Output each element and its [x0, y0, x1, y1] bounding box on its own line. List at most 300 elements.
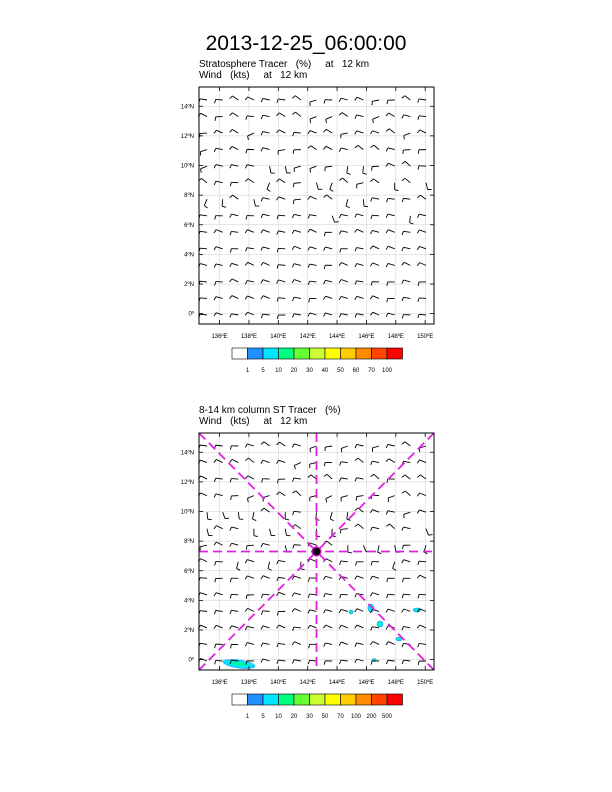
wind-barb-flag: [330, 189, 333, 191]
wind-barb: [263, 460, 270, 462]
wind-barb-flag: [387, 282, 388, 286]
wind-barb-flag: [402, 231, 403, 235]
wind-barb: [279, 492, 285, 496]
wind-barb: [216, 264, 223, 265]
wind-barb: [278, 150, 285, 151]
wind-barb-flag: [230, 626, 232, 629]
wind-barb-flag: [308, 281, 309, 285]
wind-barb-flag: [214, 459, 216, 462]
wind-barb-flag: [261, 442, 264, 445]
wind-barb-flag: [370, 131, 372, 134]
wind-barb: [357, 131, 364, 133]
wind-barb: [216, 478, 223, 479]
wind-barb-flag: [326, 119, 327, 123]
wind-barb: [231, 479, 238, 480]
wind-barb: [363, 545, 366, 551]
wind-barb-flag: [355, 643, 357, 647]
wind-barb: [357, 97, 363, 100]
wind-barb: [278, 215, 285, 216]
wind-barb: [247, 576, 254, 578]
wind-barb-flag: [355, 248, 357, 252]
wind-barb: [404, 262, 410, 265]
wind-barb-flag: [261, 98, 263, 102]
wind-barb: [294, 314, 301, 315]
wind-barb-flag: [237, 569, 241, 571]
wind-barb-flag: [324, 661, 325, 665]
wind-barb-flag: [246, 546, 247, 550]
wind-barb-flag: [355, 609, 357, 612]
wind-barb: [341, 214, 348, 215]
wind-barb-flag: [214, 148, 216, 152]
wind-barb-flag: [386, 129, 389, 132]
wind-barb-flag: [230, 96, 233, 99]
wind-barb: [232, 626, 239, 628]
wind-barb: [405, 442, 411, 446]
wind-barb-flag: [310, 119, 311, 123]
wind-barb: [279, 460, 286, 462]
wind-barb: [357, 314, 364, 315]
wind-barb: [294, 246, 300, 249]
wind-barb: [310, 117, 317, 120]
wind-barb: [200, 281, 207, 282]
wind-barb: [388, 444, 395, 446]
panel1-plot: [198, 87, 434, 359]
wind-barb: [216, 611, 223, 612]
colorbar-label: 40: [321, 368, 329, 374]
wind-barb: [330, 183, 332, 190]
wind-barb: [279, 280, 286, 282]
wind-barb: [357, 296, 364, 298]
wind-barb: [294, 660, 301, 661]
wind-barb-flag: [418, 99, 419, 103]
wind-barb-flag: [293, 150, 294, 154]
wind-barb: [200, 215, 207, 216]
wind-barb: [310, 131, 317, 133]
wind-barb-flag: [230, 249, 231, 253]
wind-barb-flag: [347, 519, 351, 520]
panel1-frame: [199, 87, 434, 324]
wind-barb: [233, 195, 239, 199]
wind-barb: [358, 145, 364, 149]
y-tick-label: 10ºN: [180, 163, 194, 170]
wind-barb-flag: [386, 263, 388, 267]
wind-barb-flag: [230, 543, 232, 547]
wind-barb: [405, 491, 410, 496]
wind-barb-flag: [214, 181, 216, 185]
wind-barb-flag: [214, 247, 216, 250]
wind-barb-flag: [324, 594, 326, 598]
wind-barb-flag: [355, 264, 357, 268]
wind-barb-flag: [339, 609, 341, 613]
wind-barb-flag: [386, 113, 389, 116]
wind-barb: [404, 512, 411, 514]
wind-barb: [279, 197, 286, 199]
wind-barb-flag: [339, 214, 341, 218]
wind-barb-flag: [308, 475, 311, 478]
wind-barb: [200, 445, 207, 446]
colorbar-label: 10: [275, 714, 282, 720]
colorbar-label: 70: [368, 368, 375, 374]
wind-barb-flag: [402, 626, 404, 630]
wind-barb: [372, 576, 379, 578]
x-tick-label: 148ºE: [387, 334, 404, 340]
wind-barb: [326, 117, 332, 120]
wind-barb: [357, 496, 364, 497]
wind-barb: [279, 625, 285, 628]
wind-barb-flag: [261, 643, 263, 647]
wind-barb-flag: [418, 298, 419, 302]
wind-barb: [232, 459, 238, 462]
wind-barb: [200, 99, 207, 100]
tracer-contour-inner: [378, 622, 382, 626]
x-tick-label: 142ºE: [299, 680, 316, 686]
wind-barb-flag: [386, 642, 388, 645]
colorbar-box: [325, 348, 341, 359]
wind-barb: [389, 129, 395, 133]
wind-barb: [341, 642, 348, 644]
wind-barb-flag: [267, 189, 270, 191]
colorbar-label: 30: [306, 368, 313, 374]
x-tick-label: 142ºE: [299, 334, 316, 340]
wind-barb-flag: [402, 178, 405, 181]
wind-barb-flag: [215, 660, 216, 664]
wind-barb: [357, 625, 363, 628]
wind-barb-flag: [355, 444, 357, 448]
wind-barb-flag: [417, 130, 420, 133]
wind-barb-flag: [230, 314, 231, 318]
wind-barb: [200, 314, 207, 315]
y-tick-label: 0º: [188, 657, 194, 664]
wind-barb: [326, 625, 332, 628]
colorbar-label: 100: [381, 368, 393, 374]
wind-barb-flag: [261, 247, 263, 251]
wind-barb-flag: [245, 608, 247, 611]
y-tick-label: 2ºN: [184, 282, 194, 289]
wind-barb: [332, 216, 335, 223]
wind-barb-flag: [309, 644, 310, 648]
wind-barb-flag: [323, 625, 325, 628]
wind-barb: [279, 442, 285, 446]
wind-barb-flag: [395, 190, 399, 191]
wind-barb-flag: [261, 148, 263, 152]
wind-barb-flag: [245, 476, 248, 479]
colorbar-label: 30: [306, 714, 313, 720]
wind-barb-flag: [292, 214, 294, 218]
colorbar-label: 20: [290, 368, 298, 374]
wind-barb-flag: [292, 642, 294, 645]
wind-barb-flag: [214, 593, 216, 596]
wind-barb: [216, 181, 223, 182]
wind-barb: [232, 263, 239, 265]
wind-barb: [296, 491, 301, 496]
wind-barb-flag: [418, 314, 419, 318]
wind-barb: [426, 529, 429, 536]
wind-barb: [279, 592, 286, 595]
wind-barb: [216, 99, 223, 100]
wind-barb: [232, 296, 238, 299]
wind-barb-flag: [324, 280, 326, 284]
wind-barb: [294, 297, 301, 298]
wind-barb-flag: [339, 231, 341, 235]
wind-barb-flag: [386, 524, 389, 526]
wind-barb: [294, 214, 301, 215]
wind-barb: [294, 576, 301, 578]
wind-barb: [216, 297, 223, 299]
wind-barb: [204, 199, 207, 205]
wind-barb-flag: [324, 247, 326, 251]
wind-barb: [295, 112, 300, 116]
colorbar-box: [232, 348, 248, 359]
wind-barb-flag: [339, 314, 341, 318]
wind-barb-flag: [340, 594, 341, 598]
wind-barb: [247, 496, 253, 499]
wind-barb: [325, 594, 332, 595]
wind-barb-flag: [371, 527, 373, 531]
colorbar-box: [341, 694, 357, 705]
wind-barb-flag: [371, 661, 372, 665]
wind-barb-flag: [402, 96, 405, 99]
wind-barb: [294, 444, 301, 446]
wind-barb-flag: [230, 146, 233, 149]
y-tick-label: 0º: [188, 311, 194, 318]
wind-barb-flag: [230, 195, 233, 198]
wind-barb: [372, 100, 379, 101]
wind-barb-flag: [308, 247, 310, 251]
wind-barb: [200, 593, 207, 595]
wind-barb-flag: [370, 179, 373, 182]
colorbar-label: 1: [245, 368, 250, 374]
wind-barb: [388, 246, 394, 249]
wind-barb: [357, 214, 364, 216]
wind-barb-flag: [339, 279, 341, 282]
wind-barb-flag: [418, 166, 419, 170]
wind-barb-flag: [310, 169, 311, 173]
wind-barb: [263, 132, 270, 134]
wind-barb: [363, 166, 364, 173]
wind-barb: [373, 263, 380, 265]
x-tick-label: 146ºE: [358, 680, 375, 686]
wind-barb-flag: [355, 296, 357, 299]
wind-barb-flag: [339, 625, 341, 628]
wind-barb: [310, 446, 317, 448]
wind-barb: [294, 593, 301, 595]
wind-barb-flag: [404, 136, 405, 140]
wind-barb-flag: [277, 442, 280, 445]
wind-barb-flag: [402, 527, 404, 531]
wind-barb: [341, 296, 348, 298]
wind-barb: [263, 247, 270, 249]
wind-barb: [357, 115, 364, 117]
wind-barb: [405, 178, 410, 182]
wind-barb-flag: [308, 196, 310, 199]
wind-barb: [278, 298, 285, 299]
wind-barb-flag: [246, 595, 247, 599]
wind-barb-flag: [356, 562, 357, 566]
wind-barb-flag: [339, 148, 341, 152]
wind-barb: [310, 281, 317, 282]
wind-barb-flag: [323, 296, 325, 299]
wind-barb-flag: [230, 296, 232, 299]
wind-barb: [263, 280, 270, 282]
wind-barb-flag: [340, 462, 341, 466]
wind-barb: [341, 462, 348, 463]
wind-barb-flag: [230, 231, 231, 235]
wind-barb-flag: [292, 297, 293, 301]
tracer-contour-inner: [350, 611, 352, 613]
wind-barb: [310, 100, 317, 102]
wind-barb: [310, 229, 316, 232]
wind-barb-flag: [308, 610, 310, 614]
wind-barb: [341, 561, 348, 562]
wind-barb-flag: [292, 491, 295, 493]
panel1-title-line2: Wind (kts) at 12 km: [199, 70, 308, 81]
wind-barb: [341, 496, 348, 498]
wind-barb-flag: [324, 462, 325, 466]
panel2-plot: [198, 433, 434, 705]
wind-barb-flag: [261, 296, 263, 299]
wind-barb-flag: [355, 576, 357, 579]
wind-barb: [232, 543, 239, 545]
wind-barb: [310, 215, 317, 216]
wind-barb-flag: [371, 198, 373, 202]
wind-barb: [404, 133, 411, 135]
wind-barb: [372, 446, 379, 448]
wind-barb: [310, 313, 317, 315]
wind-barb-flag: [308, 625, 310, 628]
wind-barb: [249, 458, 254, 462]
wind-barb-flag: [277, 113, 280, 116]
wind-barb: [268, 562, 270, 569]
y-tick-label: 10ºN: [180, 509, 194, 516]
wind-barb-flag: [371, 145, 374, 147]
wind-barb-flag: [355, 314, 357, 318]
wind-barb-flag: [201, 169, 202, 173]
colorbar-label: 20: [290, 714, 298, 720]
wind-barb: [201, 178, 207, 182]
colorbar-label: 1: [245, 714, 250, 720]
wind-barb-flag: [402, 609, 404, 612]
y-tick-label: 14ºN: [180, 104, 194, 111]
wind-barb: [372, 461, 379, 462]
wind-barb: [357, 444, 364, 446]
wind-barb-flag: [418, 150, 419, 154]
wind-barb: [237, 562, 239, 569]
wind-barb-flag: [230, 446, 231, 450]
colorbar-label: 5: [261, 714, 265, 720]
wind-barb: [247, 116, 254, 117]
wind-barb-flag: [418, 643, 419, 647]
wind-barb: [325, 247, 332, 249]
wind-barb: [341, 133, 348, 134]
wind-barb: [294, 279, 301, 281]
wind-barb-flag: [214, 313, 216, 316]
wind-barb-flag: [417, 493, 419, 496]
wind-barb: [247, 296, 254, 298]
wind-barb: [372, 215, 379, 216]
wind-barb-flag: [245, 312, 247, 315]
wind-barb-flag: [308, 131, 310, 134]
wind-barb-flag: [230, 610, 231, 614]
colorbar-box: [387, 348, 403, 359]
wind-barb-flag: [215, 644, 216, 648]
wind-barb: [326, 559, 332, 562]
wind-barb: [326, 146, 332, 149]
wind-barb: [341, 148, 348, 150]
wind-barb-flag: [308, 146, 311, 149]
colorbar-label: 70: [337, 714, 344, 720]
wind-barb-flag: [246, 116, 247, 120]
wind-barb: [326, 296, 333, 298]
wind-barb: [341, 231, 348, 232]
wind-barb: [278, 643, 285, 644]
wind-barb-flag: [261, 198, 263, 202]
wind-barb-flag: [292, 609, 294, 612]
wind-barb: [330, 512, 332, 519]
wind-barb: [341, 478, 348, 479]
wind-barb-flag: [418, 282, 419, 286]
colorbar-label: 50: [321, 714, 329, 720]
wind-barb-flag: [261, 115, 262, 119]
wind-barb-flag: [370, 642, 372, 645]
wind-barb: [310, 166, 317, 168]
wind-barb: [263, 98, 270, 100]
colorbar-box: [263, 348, 279, 359]
wind-barb: [231, 231, 238, 232]
wind-barb: [247, 626, 254, 628]
wind-barb: [294, 183, 301, 184]
wind-barb: [263, 214, 270, 216]
wind-barb-flag: [355, 508, 358, 511]
wind-barb-flag: [386, 214, 388, 218]
wind-barb-flag: [355, 115, 357, 119]
wind-barb: [310, 625, 316, 628]
wind-barb-flag: [277, 492, 280, 495]
wind-barb-flag: [417, 195, 420, 198]
wind-barb-flag: [355, 229, 357, 232]
colorbar-label: 60: [352, 368, 360, 374]
wind-barb: [263, 659, 270, 661]
wind-barb: [200, 460, 207, 462]
wind-barb: [201, 493, 207, 496]
wind-barb: [310, 264, 317, 265]
x-tick-label: 136ºE: [211, 680, 228, 686]
wind-barb-flag: [402, 315, 403, 319]
wind-barb: [372, 527, 379, 529]
wind-barb-flag: [402, 247, 404, 251]
wind-barb-flag: [403, 150, 404, 154]
wind-barb: [341, 609, 348, 611]
wind-barb: [201, 166, 207, 169]
wind-barb-flag: [214, 297, 216, 301]
wind-barb: [310, 610, 317, 612]
wind-barb: [346, 199, 348, 206]
colorbar-label: 50: [337, 368, 344, 374]
wind-barb-flag: [346, 206, 350, 208]
wind-barb-flag: [230, 594, 231, 598]
wind-barb-flag: [245, 576, 247, 579]
wind-barb: [200, 611, 207, 612]
wind-barb-flag: [308, 578, 309, 582]
wind-barb: [317, 183, 319, 190]
wind-barb: [200, 248, 207, 249]
wind-barb: [347, 512, 348, 519]
wind-barb: [372, 593, 379, 595]
wind-barb-flag: [245, 97, 247, 100]
wind-barb: [326, 129, 332, 133]
wind-barb-flag: [261, 611, 262, 615]
wind-barb-flag: [371, 461, 373, 465]
wind-barb-flag: [370, 510, 372, 513]
